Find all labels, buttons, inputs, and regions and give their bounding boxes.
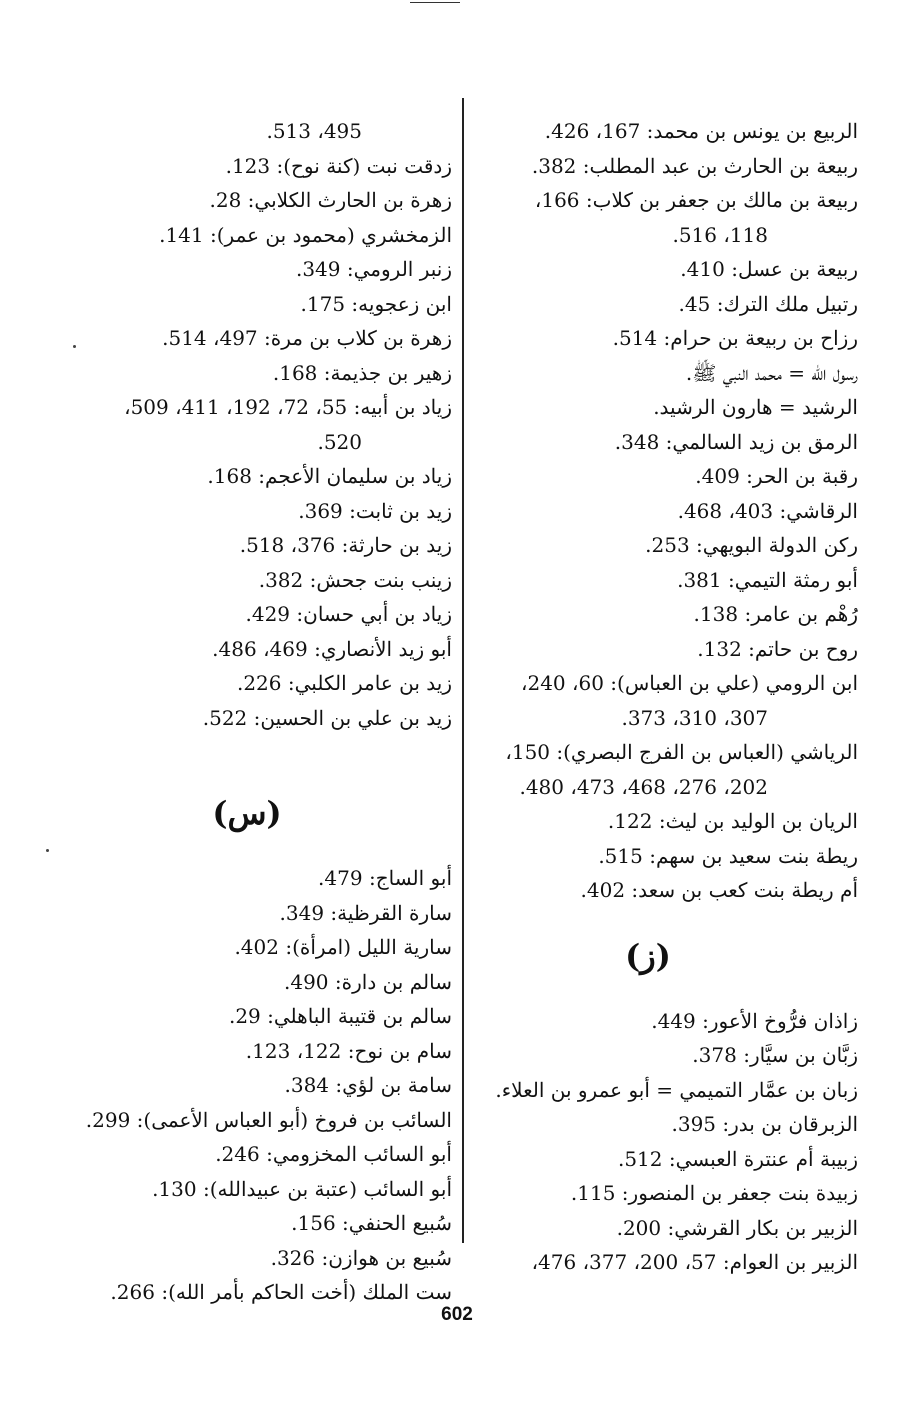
index-entry: أبو السائب المخزومي: 246.: [215, 1142, 452, 1166]
section-z-entries-continued: [42, 114, 452, 735]
index-entry: الزبير بن بكار القرشي: 200.: [616, 1215, 858, 1240]
section-r-entries: [438, 114, 858, 908]
index-entry: زنبر الرومي: 349.: [295, 257, 452, 281]
index-column-right: [438, 114, 858, 1280]
section-heading-zay: (ز): [625, 936, 671, 975]
index-entry: رُهْم بن عامر: 138.: [693, 602, 858, 626]
page-number: 602: [441, 1304, 473, 1325]
index-entry: أبو رمثة التيمي: 381.: [677, 567, 858, 592]
index-entry: زبان بن عمَّار التميمي = أبو عمرو بن العلاء.: [495, 1077, 858, 1102]
index-entry: ربيعة بن مالك بن جعفر بن كلاب: 166،: [534, 188, 858, 212]
index-entry: زياد بن أبيه: 55، 72، 192، 411، 509،: [124, 395, 452, 419]
index-entry: ابن الرومي (علي بن العباس): 60، 240،: [521, 671, 858, 695]
index-entry: سالم بن قتيبة الباهلي: 29.: [228, 1004, 452, 1028]
index-entry: زيد بن ثابت: 369.: [298, 498, 452, 523]
index-entry: أبو السائب (عتبة بن عبيدالله): 130.: [152, 1176, 452, 1201]
index-entry: السائب بن فروخ (أبو العباس الأعمى): 299.: [85, 1107, 452, 1132]
index-entry: رقبة بن الحر: 409.: [695, 464, 858, 488]
index-entry: 307، 310، 373.: [621, 705, 768, 730]
index-entry: سالم بن دارة: 490.: [283, 969, 452, 994]
index-entry: ركن الدولة البويهي: 253.: [645, 533, 858, 557]
index-entry: زياد بن أبي حسان: 429.: [245, 602, 452, 626]
index-entry: زيد بن علي بن الحسين: 522.: [202, 705, 452, 730]
index-entry: زاذان فرُّوخ الأعور: 449.: [651, 1008, 858, 1033]
index-entry: أبو زيد الأنصاري: 469، 486.: [212, 636, 452, 661]
index-entry: سامة بن لؤي: 384.: [284, 1073, 452, 1097]
index-entry: سُبيع الحنفي: 156.: [291, 1211, 452, 1235]
index-entry: زدقت نبت (كنة نوح): 123.: [225, 153, 452, 178]
index-entry: سُبيع بن هوازن: 326.: [270, 1245, 452, 1270]
index-entry: زيد بن حارثة: 376، 518.: [239, 533, 452, 557]
index-entry: ربيعة بن عسل: 410.: [680, 257, 858, 281]
index-entry: زهير بن جذيمة: 168.: [272, 360, 452, 385]
top-rule: [410, 2, 460, 3]
index-entry: الرياشي (العباس بن الفرج البصري): 150،: [505, 740, 858, 764]
index-entry: روح بن حاتم: 132.: [697, 636, 858, 661]
index-entry: الرقاشي: 403، 468.: [677, 498, 858, 523]
index-entry: رتبيل ملك الترك: 45.: [678, 291, 858, 316]
index-entry: ابن زعجويه: 175.: [300, 291, 452, 316]
index-entry: 118، 516.: [672, 222, 768, 247]
index-entry: ريطة بنت سعيد بن سهم: 515.: [598, 843, 858, 868]
index-entry: أم ريطة بنت كعب بن سعد: 402.: [580, 878, 858, 902]
index-entry: رسول الله = محمد النبي ﷺ.: [685, 360, 858, 385]
section-heading-sin: (س): [212, 794, 282, 832]
index-entry: زيد بن عامر الكلبي: 226.: [236, 671, 452, 695]
index-entry: رزاح بن ربيعة بن حرام: 514.: [612, 326, 858, 350]
index-entry: ست الملك (أخت الحاكم بأمر الله): 266.: [110, 1280, 452, 1304]
index-entry: زبيدة بنت جعفر بن المنصور: 115.: [570, 1181, 858, 1205]
index-entry: الزمخشري (محمود بن عمر): 141.: [159, 222, 452, 247]
index-entry: 520.: [317, 429, 362, 454]
index-entry: زياد بن سليمان الأعجم: 168.: [207, 464, 452, 488]
index-entry: زبَّان بن سيَّار: 378.: [692, 1043, 858, 1067]
index-entry: زبيبة أم عنترة العبسي: 512.: [617, 1146, 858, 1171]
index-entry: سام بن نوح: 122، 123.: [245, 1038, 452, 1063]
index-entry: الزبير بن العوام: 57، 200، 377، 476،: [531, 1250, 858, 1274]
index-entry: سارة القرظية: 349.: [279, 900, 452, 925]
index-column-left: [42, 114, 452, 1310]
index-entry: الربيع بن يونس بن محمد: 167، 426.: [544, 119, 858, 143]
index-entry: زهرة بن الحارث الكلابي: 28.: [209, 188, 452, 212]
index-entry: الرمق بن زيد السالمي: 348.: [614, 429, 858, 454]
index-entry: أبو الساج: 479.: [318, 866, 452, 890]
section-z-entries: [438, 1004, 858, 1280]
index-entry: 495، 513.: [266, 119, 362, 143]
section-s-entries: [42, 861, 452, 1310]
index-entry: الزبرقان بن بدر: 395.: [671, 1112, 858, 1136]
index-entry: الريان بن الوليد بن ليث: 122.: [607, 809, 858, 833]
section-gap: [42, 735, 452, 765]
index-entry: 202، 276، 468، 473، 480.: [519, 774, 768, 799]
index-entry: الرشيد = هارون الرشيد.: [653, 395, 858, 419]
index-entry: سارية الليل (امرأة): 402.: [234, 935, 452, 959]
index-entry: ربيعة بن الحارث بن عبد المطلب: 382.: [531, 153, 858, 178]
index-entry: زينب بنت جحش: 382.: [258, 567, 452, 592]
index-entry: زهرة بن كلاب بن مرة: 497، 514.: [162, 326, 452, 350]
